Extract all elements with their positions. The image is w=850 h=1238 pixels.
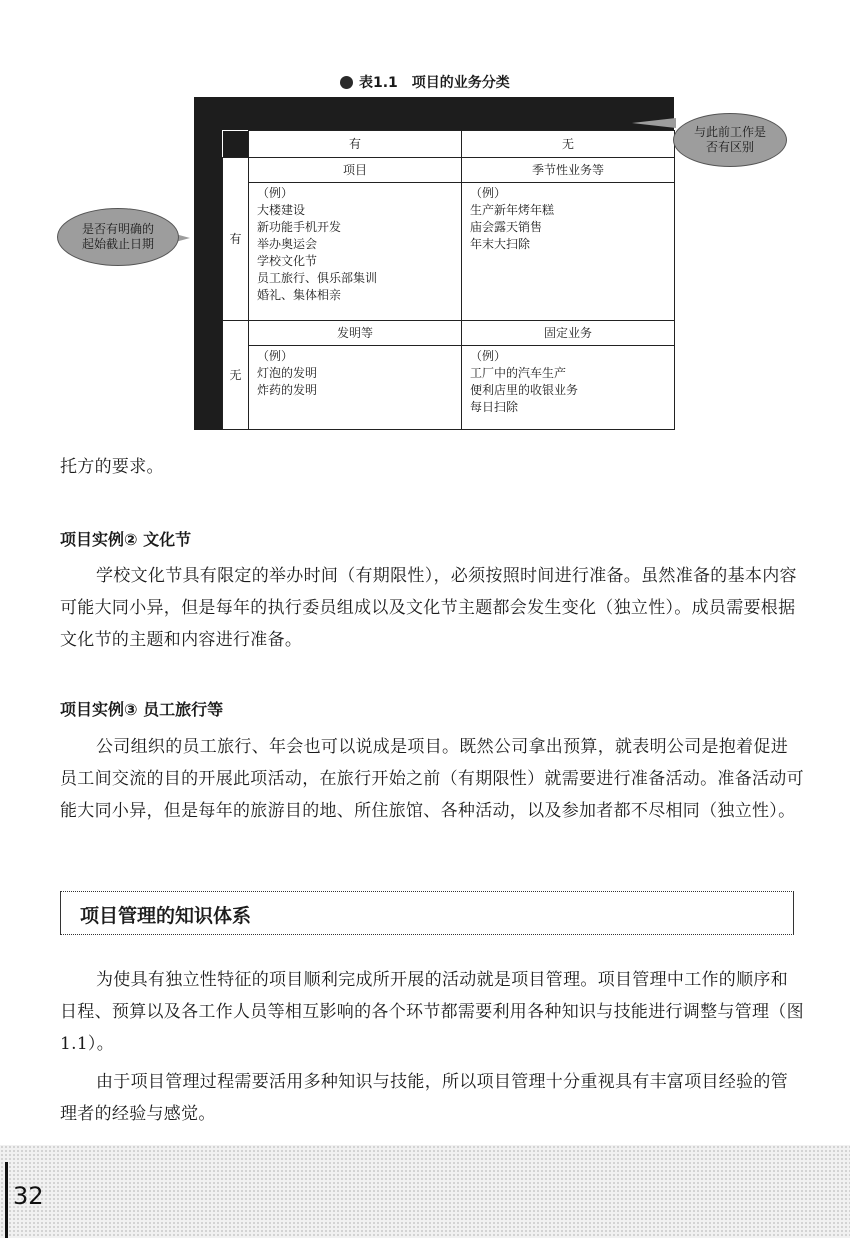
example-item: 大楼建设	[257, 203, 306, 217]
page-number-rule	[5, 1162, 8, 1238]
example-item: 每日扫除	[470, 400, 519, 414]
bubble-line: 起始截止日期	[81, 237, 154, 251]
classification-table	[222, 130, 675, 430]
example2-paragraph: 学校文化节具有限定的举办时间（有期限性），必须按照时间进行准备。虽然准备的基本内容可能大同小异，但是每年的执行委员组成以及文化节主题都会发生变化（独立性）。成员需要根据文化节的主题和内容进行准备。	[60, 566, 797, 650]
table-caption-text: 表1.1 项目的业务分类	[359, 75, 510, 91]
management-paragraph-2: 由于项目管理过程需要活用多种知识与技能，所以项目管理十分重视具有丰富项目经验的管理者的经验与感觉。	[60, 1072, 788, 1124]
example2-heading: 项目实例② 文化节	[60, 530, 192, 549]
intro-fragment: 托方的要求。	[60, 457, 164, 477]
row-header: 有	[223, 158, 249, 321]
col-header: 无	[462, 131, 675, 158]
section-heading-box	[60, 891, 794, 935]
bubble-line: 是否有明确的	[81, 222, 154, 236]
category-cell: 项目	[249, 158, 462, 183]
category-cell: 季节性业务等	[462, 158, 675, 183]
row-header: 无	[223, 321, 249, 430]
col-header: 有	[249, 131, 462, 158]
classification-figure	[194, 97, 674, 430]
management-paragraph-1: 为使具有独立性特征的项目顺利完成所开展的活动就是项目管理。项目管理中工作的顺序和日程、预算以及各工作人员等相互影响的各个环节都需要利用各种知识与技能进行调整与管理（图1.1）。	[60, 970, 804, 1054]
examples-cell	[462, 183, 675, 321]
example-item: 学校文化节	[257, 254, 318, 268]
example-item: 庙会露天销售	[470, 220, 543, 234]
example-item: 炸药的发明	[257, 383, 318, 397]
category-cell: 固定业务	[462, 321, 675, 346]
row-axis-bubble	[57, 208, 179, 266]
example-item: 灯泡的发明	[257, 366, 318, 380]
example-item: 婚礼、集体相亲	[257, 288, 342, 302]
page-number: 32	[13, 1182, 44, 1210]
example-item: 年末大扫除	[470, 237, 531, 251]
example-item: （例）	[470, 349, 507, 363]
example-item: （例）	[257, 349, 294, 363]
column-axis-bubble	[673, 113, 787, 167]
table-caption	[340, 72, 510, 92]
bubble-line: 否有区别	[705, 140, 754, 154]
category-cell: 发明等	[249, 321, 462, 346]
example-item: （例）	[257, 186, 294, 200]
bubble-tail-right	[632, 118, 676, 128]
examples-cell	[249, 183, 462, 321]
example3-paragraph: 公司组织的员工旅行、年会也可以说成是项目。既然公司拿出预算，就表明公司是抱着促进员工间交流的目的开展此项活动，在旅行开始之前（有期限性）就需要进行准备活动。准备活动可能大同小异，但是每年的旅游目的地、所住旅馆、各种活动，以及参加者都不尽相同（独立性）。	[60, 737, 804, 821]
example-item: 生产新年烤年糕	[470, 203, 555, 217]
example-item: 工厂中的汽车生产	[470, 366, 567, 380]
example3-heading: 项目实例③ 员工旅行等	[60, 700, 224, 719]
section-title: 项目管理的知识体系	[80, 905, 252, 927]
example-item: （例）	[470, 186, 507, 200]
example-item: 便利店里的收银业务	[470, 383, 579, 397]
examples-cell	[249, 346, 462, 430]
bullet-icon	[340, 76, 353, 89]
bubble-line: 与此前工作是	[693, 125, 766, 139]
example-item: 举办奥运会	[257, 237, 318, 251]
example-item: 员工旅行、俱乐部集训	[257, 271, 378, 285]
example-item: 新功能手机开发	[257, 220, 342, 234]
footer-band	[0, 1145, 850, 1238]
table-corner	[223, 131, 249, 158]
examples-cell	[462, 346, 675, 430]
